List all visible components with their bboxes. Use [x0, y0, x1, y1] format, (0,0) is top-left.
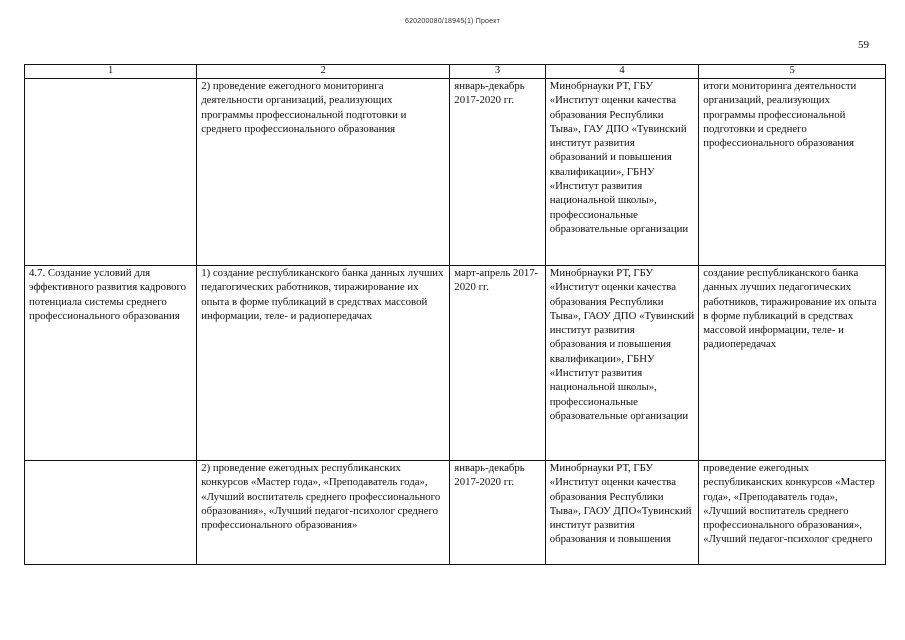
- task-cell: [25, 79, 197, 266]
- document-code: 620200080/18945(1) Проект: [404, 18, 500, 25]
- period-cell: январь-декабрь 2017-2020 гг.: [450, 79, 545, 266]
- result-text: проведение ежегодных республиканских конкурсов «Мастер года», «Преподаватель года», «Лучший воспитатель среднего профессионального образования», «Лучший педагог-психолог среднего: [703, 462, 875, 546]
- column-number: 4: [545, 65, 699, 79]
- activity-cell: 1) создание республиканского банка данных лучших педагогических работников, тиражирование их опыта в форме публикаций в средствах массовой информации, теле- и радиопередачах: [197, 266, 450, 461]
- measures-table: [24, 64, 886, 565]
- column-number-row: [25, 65, 886, 79]
- executors-cell: Минобрнауки РТ, ГБУ «Институт оценки качества образования Республики Тыва», ГАОУ ДПО «Тувинский институт развития образования и повышения квалификации», ГБНУ «Институт развития национальной школы», профессиональные образовательные организации: [545, 266, 699, 461]
- task-cell: [25, 461, 197, 565]
- column-number: 5: [699, 65, 886, 79]
- period-text: январь-декабрь 2017-2020 гг.: [454, 462, 525, 489]
- table-row: [25, 266, 886, 461]
- task-text: [29, 461, 192, 564]
- period-cell: [450, 461, 545, 565]
- period-cell: март-апрель 2017-2020 гг.: [450, 266, 545, 461]
- column-number: 3: [450, 65, 545, 79]
- executors-cell: Минобрнауки РТ, ГБУ «Институт оценки качества образования Республики Тыва», ГАУ ДПО «Тувинский институт развития образований и повышения квалификации», ГБНУ «Институт развития национальной школы», профессиональные образовательные организации: [545, 79, 699, 266]
- table-row: [25, 461, 886, 565]
- activity-cell: [197, 461, 450, 565]
- page-number: 59: [858, 39, 869, 51]
- activity-text: 2) проведение ежегодных республиканских конкурсов «Мастер года», «Преподаватель года», «Лучший воспитатель среднего профессионального образования», «Лучший педагог-психолог среднего профессионального образования»: [201, 462, 441, 532]
- result-cell: итоги мониторинга деятельности организаций, реализующих программы профессиональной подготовки и среднего профессионального образования: [699, 79, 886, 266]
- result-cell: [699, 461, 886, 565]
- result-cell: создание республиканского банка данных лучших педагогических работников, тиражирование их опыта в форме публикаций в средствах массовой информации, теле- и радиопередачах: [699, 266, 886, 461]
- table-row: [25, 79, 886, 266]
- activity-cell: 2) проведение ежегодного мониторинга деятельности организаций, реализующих программы профессиональной подготовки и среднего профессионального образования: [197, 79, 450, 266]
- executors-cell: [545, 461, 699, 565]
- column-number: 1: [25, 65, 197, 79]
- executors-text: Минобрнауки РТ, ГБУ «Институт оценки качества образования Республики Тыва», ГАОУ ДПО«Тувинский институт развития образования и повышения: [549, 462, 692, 546]
- task-cell: 4.7. Создание условий для эффективного развития кадрового потенциала системы среднего профессионального образования: [25, 266, 197, 461]
- column-number: 2: [197, 65, 450, 79]
